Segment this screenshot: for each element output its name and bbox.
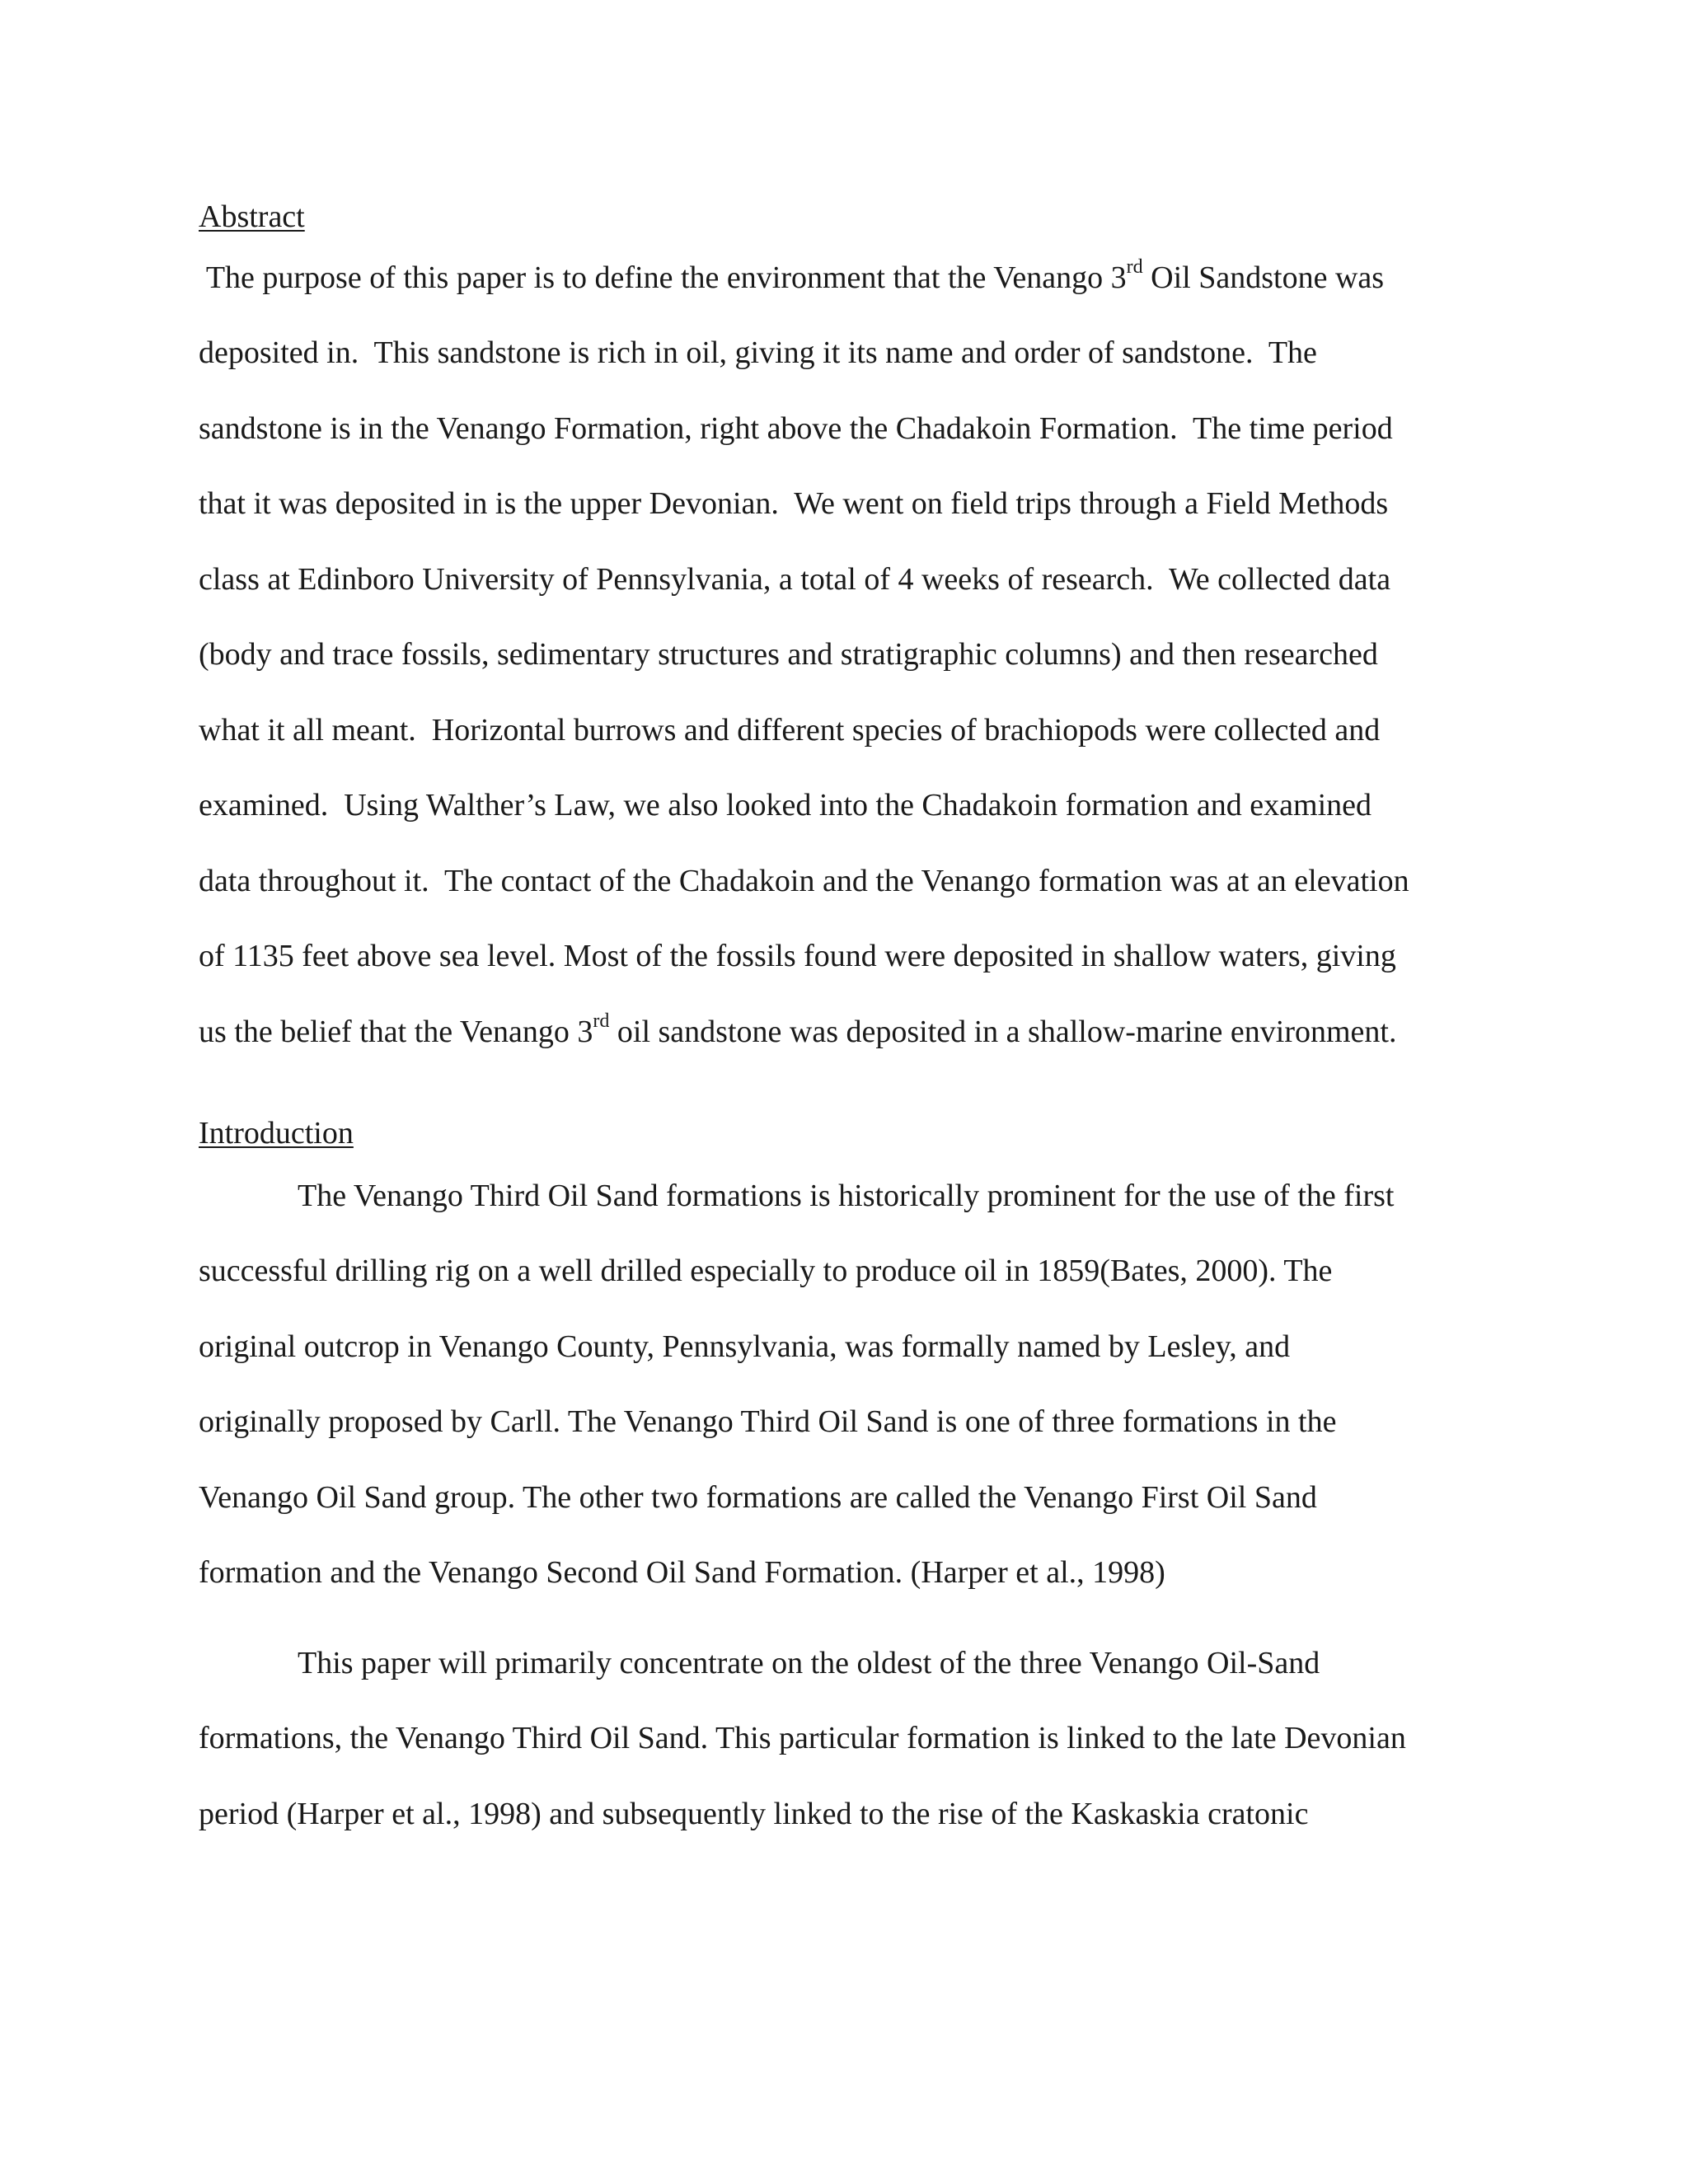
abstract-line-8: examined. Using Walther’s Law, we also looked into the Chadakoin formation and examined [199, 788, 1372, 823]
intro-p2-line-2: formations, the Venango Third Oil Sand. This particular formation is linked to the late Devonian [199, 1721, 1406, 1755]
abstract-line-5: class at Edinboro University of Pennsylvania, a total of 4 weeks of research. We collected data [199, 562, 1391, 597]
abstract-line-4: that it was deposited in is the upper Devonian. We went on field trips through a Field Methods [199, 486, 1389, 521]
intro-p1-line-3: original outcrop in Venango County, Pennsylvania, was formally named by Lesley, and [199, 1329, 1291, 1364]
abstract-line-7: what it all meant. Horizontal burrows and different species of brachiopods were collected and [199, 713, 1381, 748]
intro-p2-line-1: This paper will primarily concentrate on the oldest of the three Venango Oil-Sand [298, 1646, 1320, 1680]
intro-p1-line-1: The Venango Third Oil Sand formations is historically prominent for the use of the first [298, 1179, 1395, 1213]
intro-p1-line-6: formation and the Venango Second Oil Sand Formation. (Harper et al., 1998) [199, 1555, 1165, 1590]
intro-p1-line-5: Venango Oil Sand group. The other two formations are called the Venango First Oil Sand [199, 1480, 1317, 1515]
abstract-line-6: (body and trace fossils, sedimentary structures and stratigraphic columns) and then researched [199, 637, 1378, 672]
intro-p2-line-3: period (Harper et al., 1998) and subsequently linked to the rise of the Kaskaskia cratonic [199, 1797, 1309, 1831]
abstract-heading: Abstract [199, 199, 305, 234]
introduction-heading: Introduction [199, 1116, 354, 1151]
intro-p1-line-4: originally proposed by Carll. The Venango Third Oil Sand is one of three formations in the [199, 1404, 1337, 1439]
abstract-line-10: of 1135 feet above sea level. Most of the fossils found were deposited in shallow waters, giving [199, 939, 1396, 973]
abstract-line-11: us the belief that the Venango 3rd oil sandstone was deposited in a shallow-marine environment. [199, 1010, 1397, 1049]
abstract-line-3: sandstone is in the Venango Formation, right above the Chadakoin Formation. The time period [199, 411, 1393, 446]
abstract-line-1: The purpose of this paper is to define the environment that the Venango 3rd Oil Sandstone was [199, 256, 1385, 295]
abstract-line-9: data throughout it. The contact of the Chadakoin and the Venango formation was at an elevation [199, 864, 1409, 898]
abstract-line-2: deposited in. This sandstone is rich in oil, giving it its name and order of sandstone. The [199, 335, 1317, 370]
intro-p1-line-2: successful drilling rig on a well drilled especially to produce oil in 1859(Bates, 2000). The [199, 1254, 1333, 1288]
